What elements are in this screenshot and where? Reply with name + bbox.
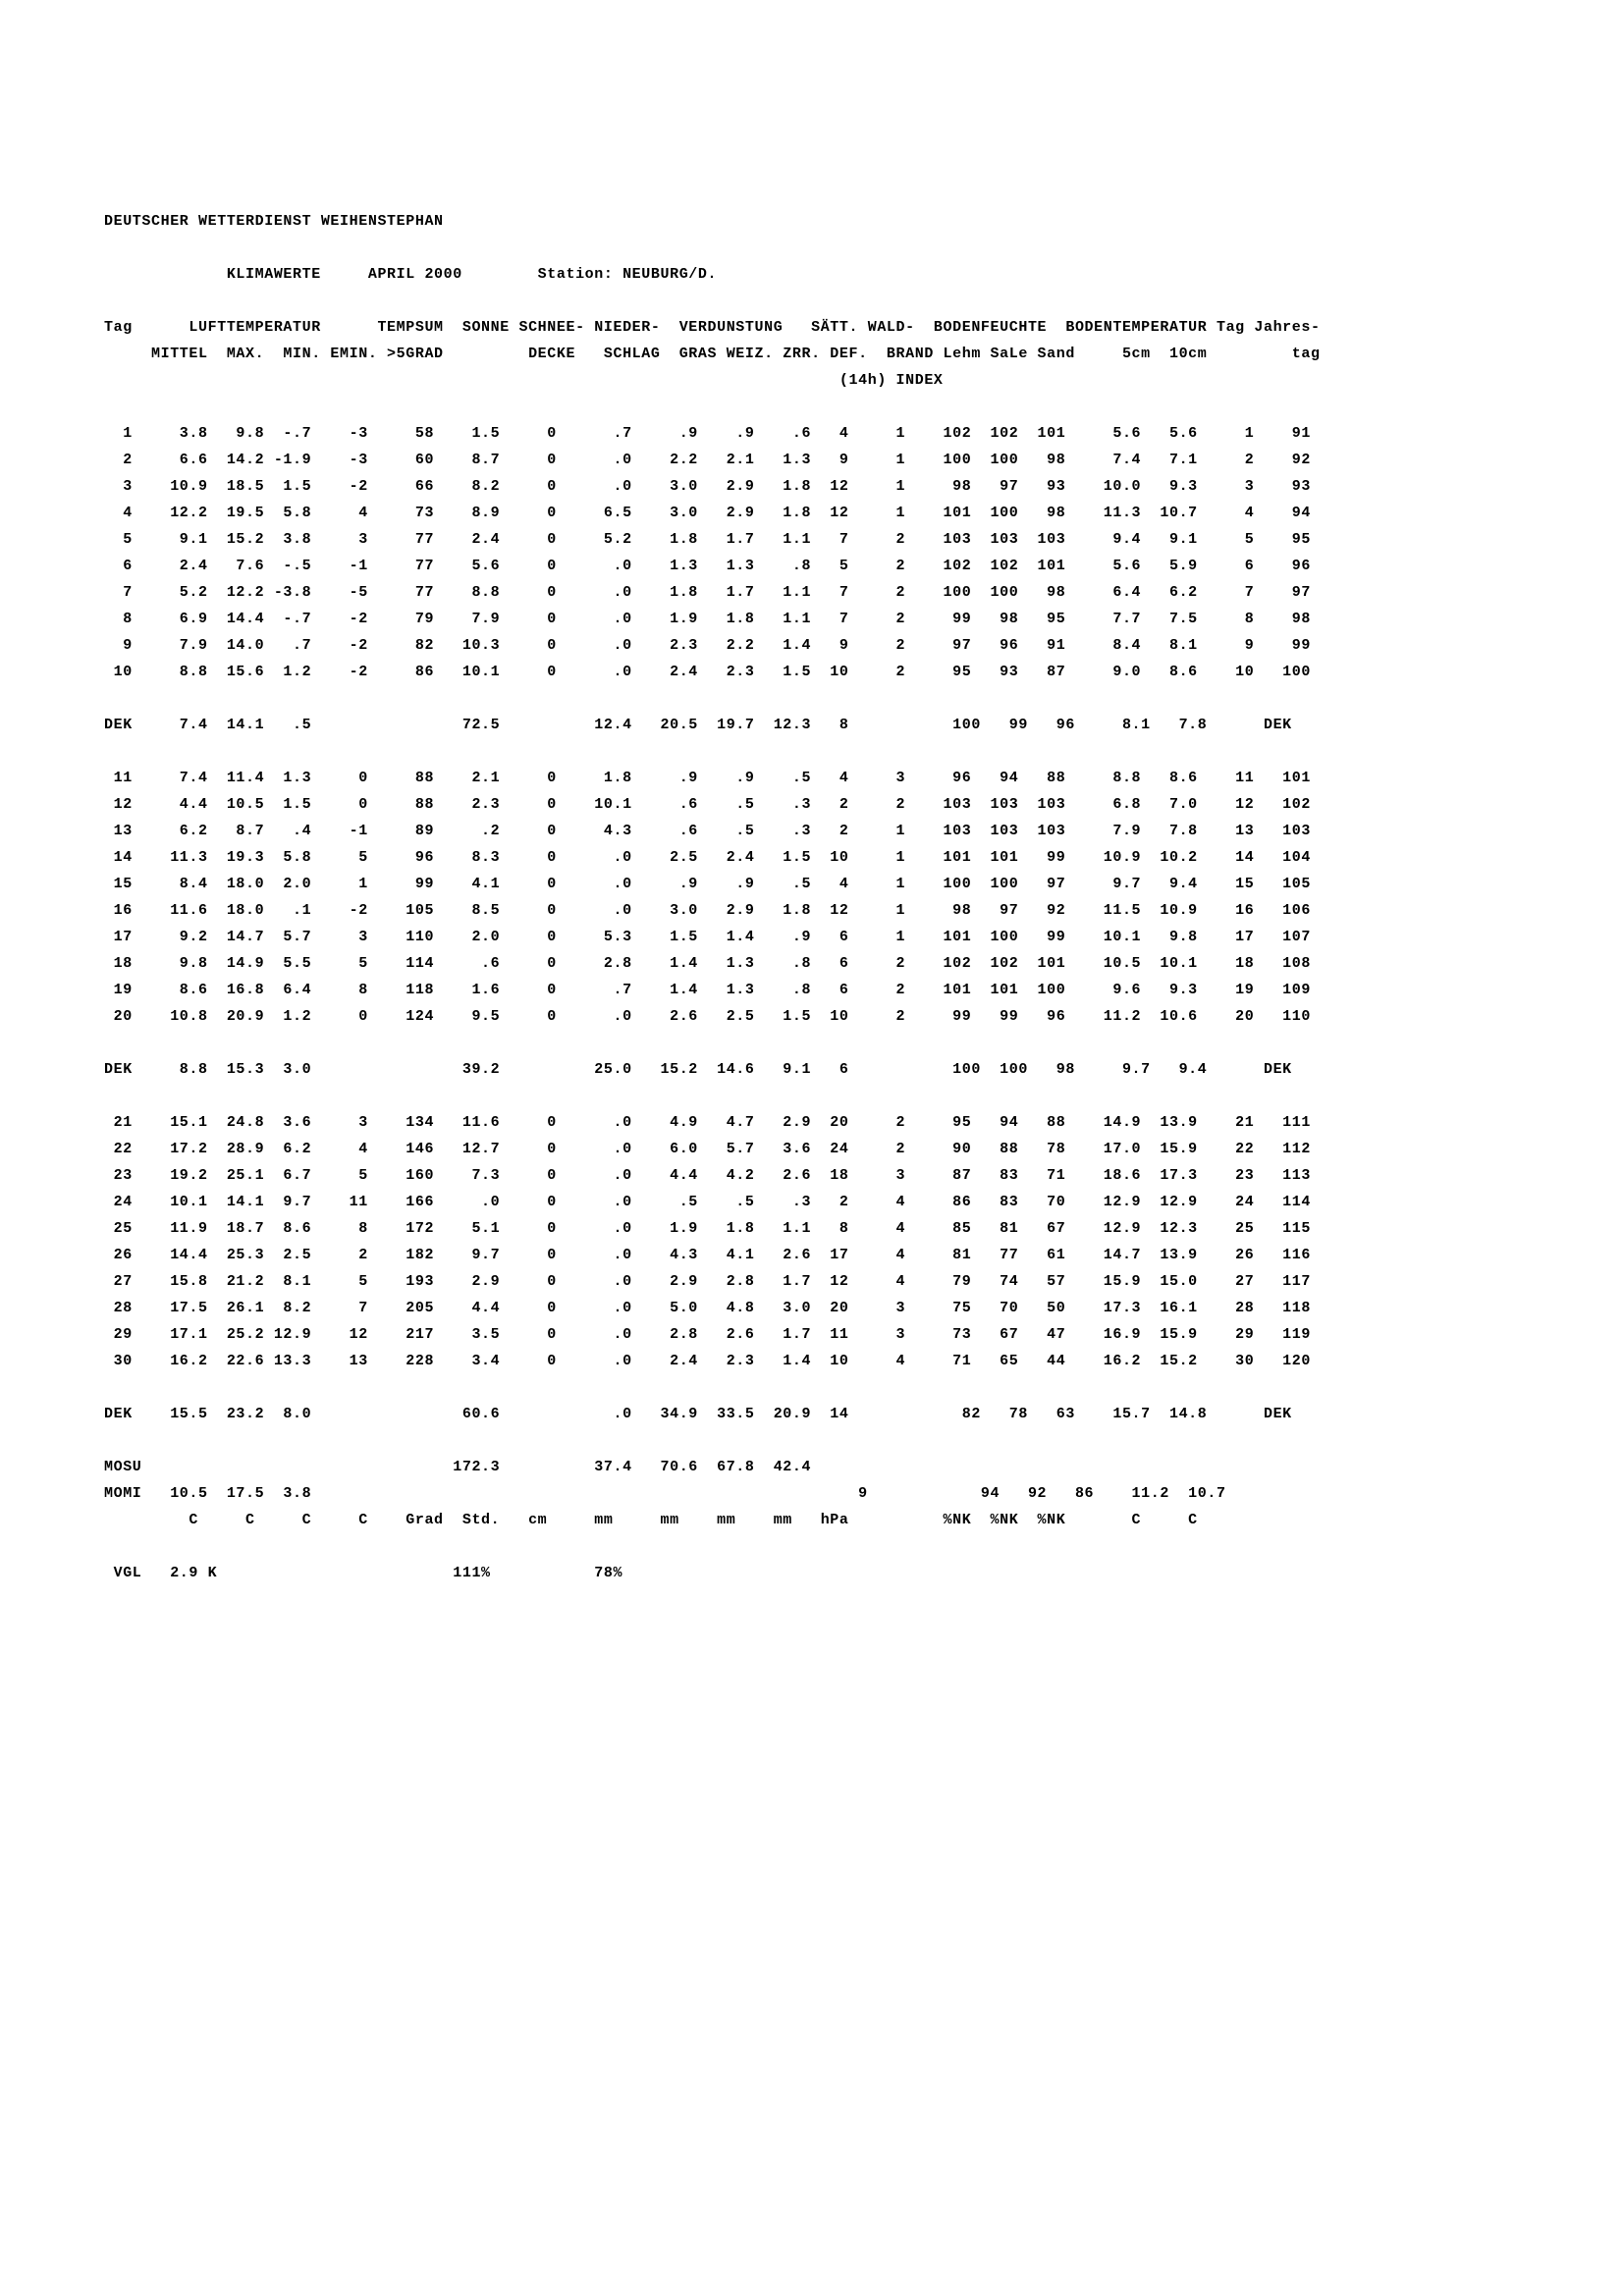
- table-row: 24 10.1 14.1 9.7 11 166 .0 0 .0 .5 .5 .3 2 4 86 83 70 12.9 12.9 24 114: [104, 1194, 1311, 1210]
- table-row: 17 9.2 14.7 5.7 3 110 2.0 0 5.3 1.5 1.4 .9 6 1 101 100 99 10.1 9.8 17 107: [104, 929, 1311, 945]
- climate-table: [104, 314, 1321, 1586]
- table-row: [104, 1030, 1321, 1056]
- table-row: [104, 1427, 1321, 1454]
- table-row: 23 19.2 25.1 6.7 5 160 7.3 0 .0 4.4 4.2 2.6 18 3 87 83 71 18.6 17.3 23 113: [104, 1167, 1311, 1184]
- table-row: C C C C Grad Std. cm mm mm mm mm hPa %NK %NK %NK C C: [104, 1512, 1198, 1528]
- table-row: [104, 1533, 1321, 1560]
- table-row: 15 8.4 18.0 2.0 1 99 4.1 0 .0 .9 .9 .5 4 1 100 100 97 9.7 9.4 15 105: [104, 876, 1311, 892]
- report-subtitle: KLIMAWERTE APRIL 2000 Station: NEUBURG/D.: [104, 266, 718, 283]
- table-row: [104, 1083, 1321, 1109]
- header-line: Tag LUFTTEMPERATUR TEMPSUM SONNE SCHNEE- NIEDER- VERDUNSTUNG SÄTT. WALD- BODENFEUCHTE BODENTEMPERATUR Tag Jahres-: [104, 319, 1321, 336]
- table-body: [104, 394, 1321, 1586]
- table-row: 18 9.8 14.9 5.5 5 114 .6 0 2.8 1.4 1.3 .8 6 2 102 102 101 10.5 10.1 18 108: [104, 955, 1311, 972]
- table-row: 26 14.4 25.3 2.5 2 182 9.7 0 .0 4.3 4.1 2.6 17 4 81 77 61 14.7 13.9 26 116: [104, 1247, 1311, 1263]
- table-row: 1 3.8 9.8 -.7 -3 58 1.5 0 .7 .9 .9 .6 4 1 102 102 101 5.6 5.6 1 91: [104, 425, 1311, 442]
- table-row: 29 17.1 25.2 12.9 12 217 3.5 0 .0 2.8 2.6 1.7 11 3 73 67 47 16.9 15.9 29 119: [104, 1326, 1311, 1343]
- table-row: 30 16.2 22.6 13.3 13 228 3.4 0 .0 2.4 2.3 1.4 10 4 71 65 44 16.2 15.2 30 120: [104, 1353, 1311, 1369]
- table-row: [104, 1374, 1321, 1401]
- report-heading: [104, 208, 717, 288]
- table-row: 14 11.3 19.3 5.8 5 96 8.3 0 .0 2.5 2.4 1.5 10 1 101 101 99 10.9 10.2 14 104: [104, 849, 1311, 866]
- table-row: 20 10.8 20.9 1.2 0 124 9.5 0 .0 2.6 2.5 1.5 10 2 99 99 96 11.2 10.6 20 110: [104, 1008, 1311, 1025]
- table-row: 28 17.5 26.1 8.2 7 205 4.4 0 .0 5.0 4.8 3.0 20 3 75 70 50 17.3 16.1 28 118: [104, 1300, 1311, 1316]
- table-row: 4 12.2 19.5 5.8 4 73 8.9 0 6.5 3.0 2.9 1.8 12 1 101 100 98 11.3 10.7 4 94: [104, 505, 1311, 521]
- header-line: (14h) INDEX: [104, 372, 944, 389]
- table-row: 3 10.9 18.5 1.5 -2 66 8.2 0 .0 3.0 2.9 1.8 12 1 98 97 93 10.0 9.3 3 93: [104, 478, 1311, 495]
- agency-title: DEUTSCHER WETTERDIENST WEIHENSTEPHAN: [104, 213, 444, 230]
- table-row: 21 15.1 24.8 3.6 3 134 11.6 0 .0 4.9 4.7 2.9 20 2 95 94 88 14.9 13.9 21 111: [104, 1114, 1311, 1131]
- table-row: DEK 15.5 23.2 8.0 60.6 .0 34.9 33.5 20.9 14 82 78 63 15.7 14.8 DEK: [104, 1406, 1292, 1422]
- table-row: 16 11.6 18.0 .1 -2 105 8.5 0 .0 3.0 2.9 1.8 12 1 98 97 92 11.5 10.9 16 106: [104, 902, 1311, 919]
- table-row: MOSU 172.3 37.4 70.6 67.8 42.4: [104, 1459, 812, 1475]
- table-row: MOMI 10.5 17.5 3.8 9 94 92 86 11.2 10.7: [104, 1485, 1226, 1502]
- table-row: 7 5.2 12.2 -3.8 -5 77 8.8 0 .0 1.8 1.7 1.1 7 2 100 100 98 6.4 6.2 7 97: [104, 584, 1311, 601]
- table-row: 25 11.9 18.7 8.6 8 172 5.1 0 .0 1.9 1.8 1.1 8 4 85 81 67 12.9 12.3 25 115: [104, 1220, 1311, 1237]
- table-row: 2 6.6 14.2 -1.9 -3 60 8.7 0 .0 2.2 2.1 1.3 9 1 100 100 98 7.4 7.1 2 92: [104, 452, 1311, 468]
- table-row: 10 8.8 15.6 1.2 -2 86 10.1 0 .0 2.4 2.3 1.5 10 2 95 93 87 9.0 8.6 10 100: [104, 664, 1311, 680]
- table-row: [104, 738, 1321, 765]
- table-row: 13 6.2 8.7 .4 -1 89 .2 0 4.3 .6 .5 .3 2 1 103 103 103 7.9 7.8 13 103: [104, 823, 1311, 839]
- table-row: 6 2.4 7.6 -.5 -1 77 5.6 0 .0 1.3 1.3 .8 5 2 102 102 101 5.6 5.9 6 96: [104, 558, 1311, 574]
- table-row: [104, 394, 1321, 420]
- table-row: 9 7.9 14.0 .7 -2 82 10.3 0 .0 2.3 2.2 1.4 9 2 97 96 91 8.4 8.1 9 99: [104, 637, 1311, 654]
- table-row: [104, 685, 1321, 712]
- table-row: DEK 7.4 14.1 .5 72.5 12.4 20.5 19.7 12.3 8 100 99 96 8.1 7.8 DEK: [104, 717, 1292, 733]
- table-row: 12 4.4 10.5 1.5 0 88 2.3 0 10.1 .6 .5 .3 2 2 103 103 103 6.8 7.0 12 102: [104, 796, 1311, 813]
- table-row: 19 8.6 16.8 6.4 8 118 1.6 0 .7 1.4 1.3 .8 6 2 101 101 100 9.6 9.3 19 109: [104, 982, 1311, 998]
- table-row: 5 9.1 15.2 3.8 3 77 2.4 0 5.2 1.8 1.7 1.1 7 2 103 103 103 9.4 9.1 5 95: [104, 531, 1311, 548]
- table-row: VGL 2.9 K 111% 78%: [104, 1565, 623, 1581]
- table-row: 22 17.2 28.9 6.2 4 146 12.7 0 .0 6.0 5.7 3.6 24 2 90 88 78 17.0 15.9 22 112: [104, 1141, 1311, 1157]
- table-row: 27 15.8 21.2 8.1 5 193 2.9 0 .0 2.9 2.8 1.7 12 4 79 74 57 15.9 15.0 27 117: [104, 1273, 1311, 1290]
- header-line: MITTEL MAX. MIN. EMIN. >5GRAD DECKE SCHLAG GRAS WEIZ. ZRR. DEF. BRAND Lehm SaLe Sand 5cm 10cm tag: [104, 346, 1321, 362]
- table-row: DEK 8.8 15.3 3.0 39.2 25.0 15.2 14.6 9.1 6 100 100 98 9.7 9.4 DEK: [104, 1061, 1292, 1078]
- table-header: [104, 314, 1321, 394]
- table-row: 11 7.4 11.4 1.3 0 88 2.1 0 1.8 .9 .9 .5 4 3 96 94 88 8.8 8.6 11 101: [104, 770, 1311, 786]
- table-row: 8 6.9 14.4 -.7 -2 79 7.9 0 .0 1.9 1.8 1.1 7 2 99 98 95 7.7 7.5 8 98: [104, 611, 1311, 627]
